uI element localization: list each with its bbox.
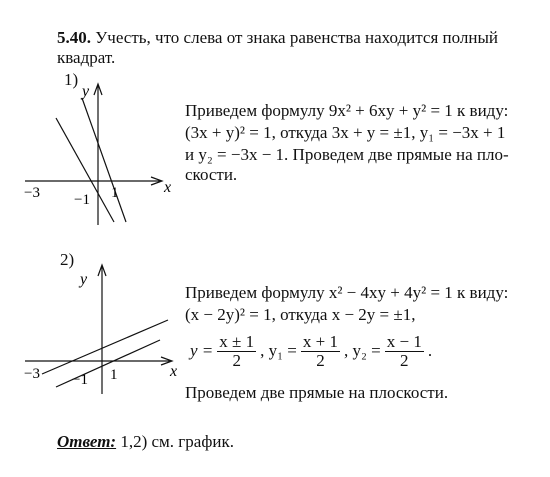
- part2-formula: [190, 333, 432, 370]
- answer-text: 1,2) см. график.: [116, 432, 234, 451]
- formula-frac-y2-den: 2: [400, 350, 409, 370]
- formula-y-eq: y =: [190, 341, 214, 361]
- part1-tick-neg1: −1: [74, 192, 90, 208]
- part1-x-label: x: [164, 179, 172, 196]
- problem-statement-line1: Учесть, что слева от знака равенства находится полный: [95, 28, 498, 47]
- part2-x-label: x: [170, 363, 178, 380]
- formula-y2-eq: , y₂ =: [343, 341, 381, 361]
- part1-line2: (3x + y)² = 1, откуда 3x + y = ±1, y₁ = −3x + 1: [185, 123, 506, 142]
- part1-graph: [20, 80, 180, 230]
- part1-y-label: y: [82, 83, 90, 100]
- problem-header: [57, 28, 498, 48]
- formula-frac-y1-den: 2: [316, 350, 325, 370]
- formula-frac-y1: [301, 333, 340, 370]
- part2-y-label: y: [80, 271, 88, 288]
- answer-label: Ответ:: [57, 432, 117, 451]
- part2-line2: (x − 2y)² = 1, откуда x − 2y = ±1,: [185, 305, 416, 324]
- part2-tick-1: 1: [110, 367, 118, 383]
- answer: [57, 432, 234, 452]
- part2-tick-neg3: −3: [24, 366, 40, 382]
- formula-frac-y: [217, 333, 256, 370]
- part1-tick-neg3: −3: [24, 185, 40, 201]
- part1-line3: и y₂ = −3x − 1. Проведем две прямые на пло-: [185, 145, 509, 164]
- part2-graph: [20, 262, 180, 402]
- formula-y1-eq: , y₁ =: [260, 341, 297, 361]
- formula-frac-y2-num: x − 1: [386, 332, 422, 351]
- part2-tick-neg1: −1: [72, 372, 88, 388]
- part1-label: 1): [64, 70, 79, 89]
- part1-line1: Приведем формулу 9x² + 6xy + y² = 1 к виду:: [185, 101, 509, 120]
- formula-end: .: [427, 341, 433, 361]
- part2-line1: Приведем формулу x² − 4xy + 4y² = 1 к виду:: [185, 283, 509, 302]
- formula-frac-y-den: 2: [232, 350, 241, 370]
- part1-tick-1: 1: [111, 185, 119, 201]
- part1-line4: скости.: [185, 165, 238, 184]
- part2-label: 2): [60, 250, 75, 269]
- formula-frac-y2: [385, 333, 424, 370]
- part2-line3: Проведем две прямые на плоскости.: [185, 383, 449, 402]
- formula-frac-y-num: x ± 1: [219, 332, 255, 351]
- part2-line-y1: [42, 320, 168, 374]
- problem-number: 5.40.: [57, 28, 91, 47]
- formula-frac-y1-num: x + 1: [302, 332, 338, 351]
- problem-statement-line2: квадрат.: [57, 48, 116, 67]
